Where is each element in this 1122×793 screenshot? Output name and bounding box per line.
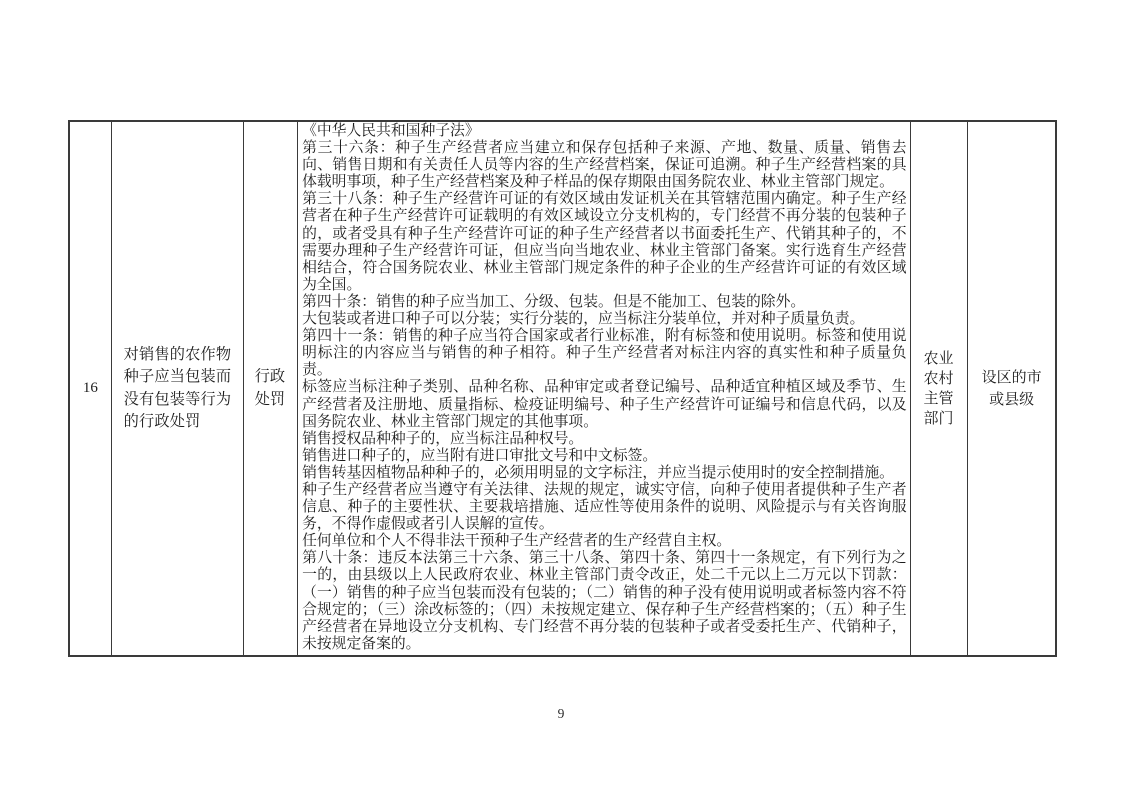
legal-basis-paragraph: 任何单位和个人不得非法干预种子生产经营者的生产经营自主权。 (302, 533, 732, 550)
cell-penalty-type (244, 122, 298, 655)
cell-item-name (112, 122, 244, 655)
legal-basis-paragraph: 第四十一条：销售的种子应当符合国家或者行业标准，附有标签和使用说明。标签和使用说明标注的内容应当与销售的种子相符。种子生产经营者对标注内容的真实性和种子质量负责。 (302, 328, 907, 379)
legal-basis-text (298, 122, 910, 653)
cell-department (911, 122, 969, 655)
cell-row-index (70, 122, 112, 655)
legal-basis-paragraph: 标签应当标注种子类别、品种名称、品种审定或者登记编号、品种适宜种植区域及季节、生产经营者及注册地、质量指标、检疫证明编号、种子生产经营许可证编号和信息代码，以及国务院农业、林业主管部门规定的其他事项。 (302, 379, 907, 430)
level-text: 设区的市或县级 (981, 369, 1042, 408)
legal-basis-paragraph: 第三十六条：种子生产经营者应当建立和保存包括种子来源、产地、数量、质量、销售去向、销售日期和有关责任人员等内容的生产经营档案，保证可追溯。种子生产经营档案的具体载明事项，种子生产经营档案及种子样品的保存期限由国务院农业、林业主管部门规定。 (302, 140, 907, 191)
cell-legal-basis (298, 122, 911, 655)
legal-basis-paragraph: 第三十八条：种子生产经营许可证的有效区域由发证机关在其管辖范围内确定。种子生产经营者在种子生产经营许可证载明的有效区域设立分支机构的，专门经营不再分装的包装种子的，或者受具有种子生产经营许可证的种子生产经营者以书面委托生产、代销其种子的，不需要办理种子生产经营许可证，但应当向当地农业、林业主管部门备案。实行选育生产经营相结合，符合国务院农业、林业主管部门规定条件的种子企业的生产经营许可证的有效区域为全国。 (302, 191, 907, 293)
page-number: 9 (557, 706, 565, 721)
department-text: 农业农村主管部门 (923, 350, 954, 427)
legal-basis-paragraph: 销售授权品种种子的，应当标注品种权号。 (302, 430, 584, 447)
legal-basis-paragraph: 《中华人民共和国种子法》 (302, 123, 480, 139)
legal-basis-paragraph: 第四十条：销售的种子应当加工、分级、包装。但是不能加工、包装的除外。 (302, 293, 806, 310)
legal-basis-paragraph: 销售转基因植物品种种子的，必须用明显的文字标注，并应当提示使用时的安全控制措施。 (302, 464, 894, 481)
row-index-value: 16 (82, 380, 98, 396)
item-name-text: 对销售的农作物种子应当包装而没有包装等行为的行政处罚 (123, 345, 232, 430)
penalty-type-text: 行政处罚 (254, 368, 286, 408)
cell-level (968, 122, 1055, 655)
legal-basis-paragraph: 第八十条：违反本法第三十六条、第三十八条、第四十条、第四十一条规定，有下列行为之一的，由县级以上人民政府农业、林业主管部门责令改正，处二千元以上二万元以下罚款：（一）销售的种子应当包装而没有包装的；（二）销售的种子没有使用说明或者标签内容不符合规定的；（三）涂改标签的；（四）未按规定建立、保存种子生产经营档案的；（五）种子生产经营者在异地设立分支机构、专门经营不再分装的包装种子或者受委托生产、代销种子，未按规定备案的。 (302, 550, 907, 652)
legal-basis-paragraph: 种子生产经营者应当遵守有关法律、法规的规定，诚实守信，向种子使用者提供种子生产者信息、种子的主要性状、主要栽培措施、适应性等使用条件的说明、风险提示与有关咨询服务，不得作虚假或者引人误解的宣传。 (302, 481, 907, 533)
penalty-items-table (68, 120, 1057, 657)
legal-basis-paragraph: 大包装或者进口种子可以分装；实行分装的，应当标注分装单位，并对种子质量负责。 (302, 311, 865, 328)
legal-basis-paragraph: 销售进口种子的，应当附有进口审批文号和中文标签。 (302, 447, 658, 464)
